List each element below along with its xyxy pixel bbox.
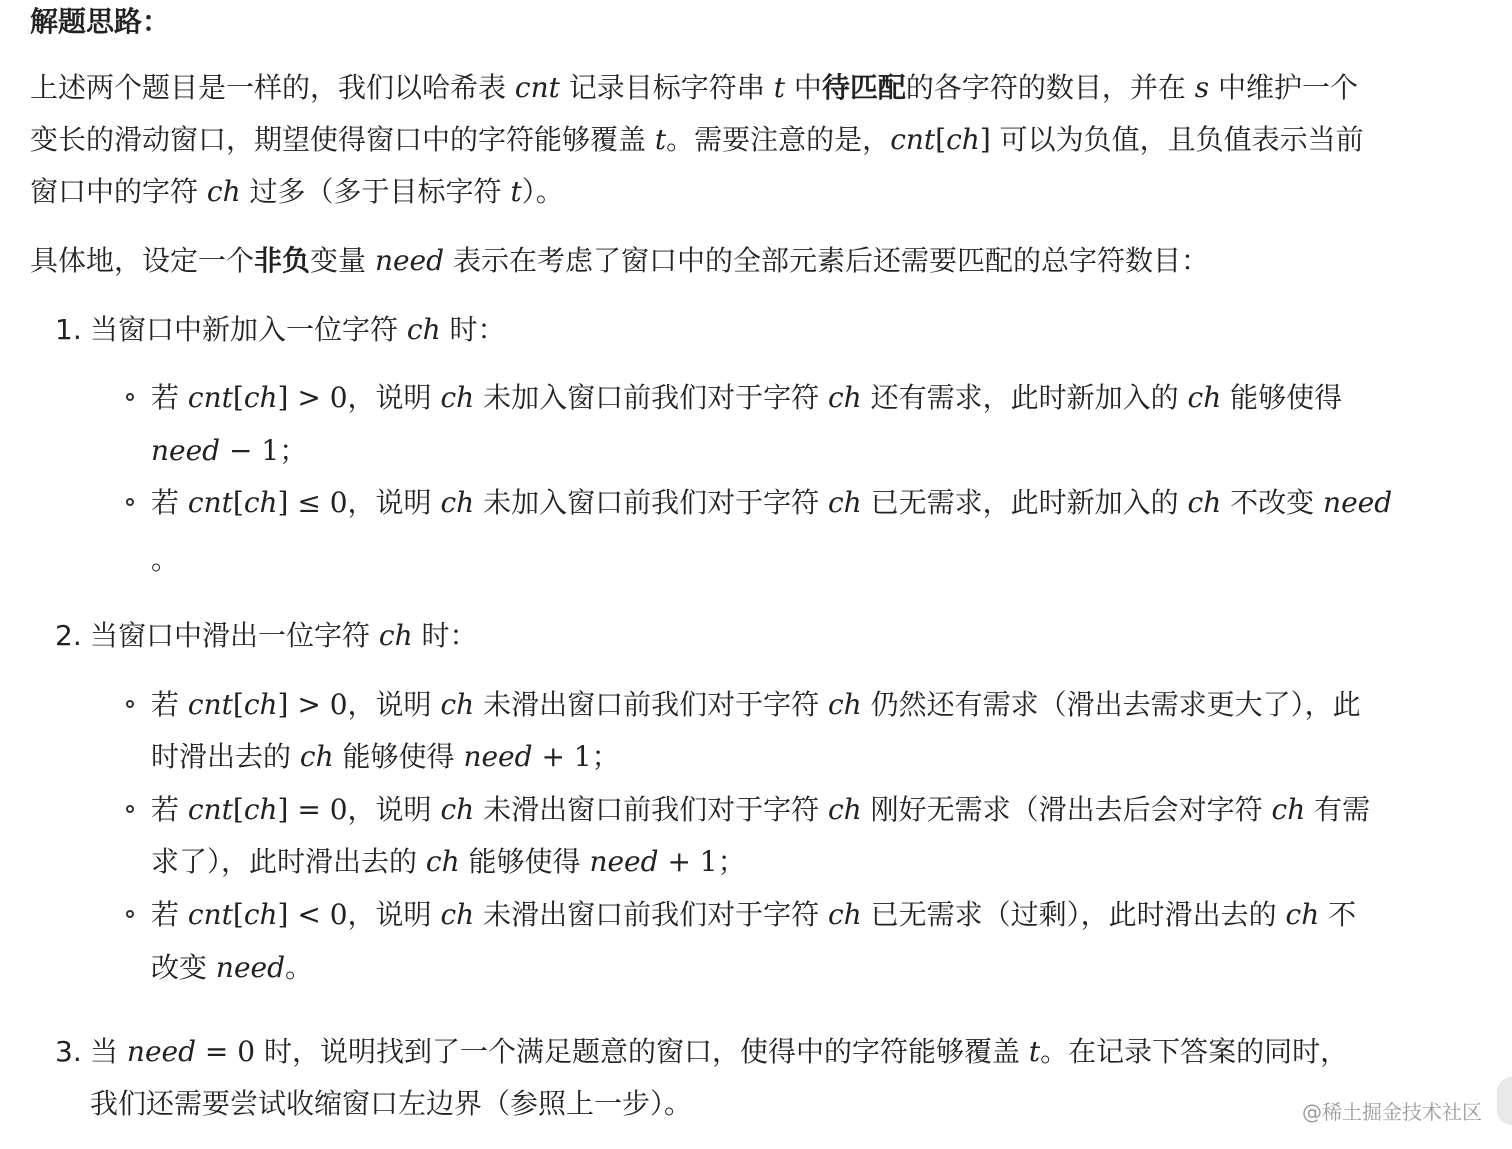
math-op: < 0 [288, 898, 348, 931]
math-ch: ch [827, 898, 862, 931]
math-need: need [126, 1035, 197, 1068]
text: 还有需求，此时新加入的 [861, 381, 1188, 414]
paragraph-1-line-1 [30, 68, 1358, 108]
list-item-1-heading [90, 310, 506, 350]
math-op: − 1 [220, 434, 280, 467]
text: 窗口中的字符 [30, 175, 207, 208]
watermark: @稀土掘金技术社区 [1302, 1100, 1482, 1124]
math-t: t [510, 175, 522, 208]
math-need: need [589, 845, 659, 878]
math-s: s [1194, 71, 1210, 104]
text: ，说明 [347, 381, 441, 414]
strong-text: 待匹配 [821, 71, 906, 104]
math-need: need [463, 740, 533, 773]
text: 中维护一个 [1209, 71, 1359, 104]
math-ch: ch [1187, 486, 1222, 519]
paragraph-1-line-2 [30, 120, 1364, 160]
text: 若 [151, 381, 188, 414]
list-number-2: 2. [55, 619, 82, 652]
sub-item-1-2-line-2 [151, 540, 179, 580]
math-t: t [654, 123, 667, 156]
sub-item-1-1-line-2 [151, 431, 307, 471]
text: 不改变 [1221, 486, 1324, 519]
math-cnt: cnt [890, 123, 936, 156]
math-ch: ch [827, 688, 862, 721]
math-ch: ch [243, 486, 278, 519]
math-ch: ch [827, 793, 862, 826]
text: 未加入窗口前我们对于字符 [474, 381, 828, 414]
math-need: need [374, 244, 445, 277]
text: 仍然还有需求（滑出去需求更大了），此 [861, 688, 1361, 721]
text: ； [717, 845, 746, 878]
sub-item-2-3-line-1 [151, 895, 1356, 935]
list-item-3-line-2 [90, 1084, 692, 1124]
math-ch: ch [243, 898, 278, 931]
list-number-1: 1. [55, 313, 82, 346]
text: 能够使得 [459, 845, 590, 878]
math-ch: ch [440, 898, 475, 931]
math-bracket: [ [232, 793, 244, 826]
sub-item-2-1-line-2 [151, 737, 620, 777]
text: 上述两个题目是一样的，我们以哈希表 [30, 71, 515, 104]
text: ）。 [521, 175, 564, 208]
bullet-icon [126, 393, 134, 401]
text: 已无需求，此时新加入的 [861, 486, 1188, 519]
math-op: = 0 [288, 793, 348, 826]
math-op: = 0 [196, 1035, 256, 1068]
sub-item-2-3-line-2 [151, 948, 313, 988]
text: 的各字符的数目，并在 [905, 71, 1195, 104]
paragraph-2 [30, 241, 1209, 281]
text: 刚好无需求（滑出去后会对字符 [861, 793, 1272, 826]
math-bracket: ] [277, 381, 289, 414]
math-ch: ch [243, 381, 278, 414]
text: ，说明 [347, 898, 441, 931]
text: 若 [151, 688, 188, 721]
text: 具体地，设定一个 [30, 244, 255, 277]
math-bracket: [ [935, 123, 947, 156]
text: 可以为负值，且负值表示当前 [990, 123, 1364, 156]
text: 时，说明找到了一个满足题意的窗口，使得中的字符能够覆盖 [255, 1035, 1029, 1068]
math-ch: ch [243, 688, 278, 721]
math-ch: ch [406, 313, 441, 346]
math-ch: ch [440, 793, 475, 826]
text: 未滑出窗口前我们对于字符 [474, 898, 828, 931]
sub-item-2-1-line-1 [151, 685, 1361, 725]
text: 求了），此时滑出去的 [151, 845, 426, 878]
math-ch: ch [378, 619, 413, 652]
math-bracket: ] [277, 486, 289, 519]
bullet-icon [126, 805, 134, 813]
math-ch: ch [1271, 793, 1306, 826]
math-cnt: cnt [187, 381, 233, 414]
text: 时： [412, 619, 478, 652]
math-ch: ch [243, 793, 278, 826]
math-bracket: [ [232, 688, 244, 721]
sub-item-1-2-line-1 [151, 483, 1392, 523]
math-bracket: [ [232, 898, 244, 931]
list-number-3: 3. [55, 1035, 82, 1068]
text: 中 [784, 71, 822, 104]
text: 记录目标字符串 [559, 71, 774, 104]
text: 时滑出去的 [151, 740, 300, 773]
math-ch: ch [827, 381, 862, 414]
sub-item-2-2-line-1 [151, 790, 1370, 830]
math-op: + 1 [658, 845, 718, 878]
math-cnt: cnt [187, 688, 233, 721]
math-bracket: ] [277, 793, 289, 826]
math-op: > 0 [288, 688, 348, 721]
text: 我们还需要尝试收缩窗口左边界（参照上一步）。 [90, 1087, 693, 1120]
math-ch: ch [206, 175, 241, 208]
math-bracket: ] [277, 898, 289, 931]
text: 已无需求（过剩），此时滑出去的 [861, 898, 1286, 931]
text: 。在记录下答案的同时， [1040, 1035, 1349, 1068]
bullet-icon [126, 910, 134, 918]
sub-item-2-2-line-2 [151, 842, 746, 882]
math-ch: ch [946, 123, 980, 156]
text: 当 [90, 1035, 127, 1068]
text: 能够使得 [333, 740, 464, 773]
math-op: ≤ 0 [288, 486, 348, 519]
text: 能够使得 [1221, 381, 1343, 414]
text: 改变 [151, 951, 216, 984]
math-cnt: cnt [514, 71, 560, 104]
math-op: > 0 [288, 381, 348, 414]
math-op: + 1 [532, 740, 592, 773]
strong-text: 非负 [254, 244, 311, 277]
bullet-icon [126, 700, 134, 708]
text: 若 [151, 793, 188, 826]
section-title: 解题思路： [30, 5, 171, 38]
list-item-3-line-1 [90, 1032, 1348, 1072]
text: 未滑出窗口前我们对于字符 [474, 688, 828, 721]
text: 未加入窗口前我们对于字符 [474, 486, 828, 519]
math-ch: ch [1187, 381, 1222, 414]
list-item-2-heading [90, 616, 478, 656]
text: ，说明 [347, 688, 441, 721]
text: 不 [1319, 898, 1357, 931]
math-bracket: ] [979, 123, 991, 156]
sub-item-1-1-line-1 [151, 378, 1342, 418]
math-t: t [773, 71, 785, 104]
math-ch: ch [299, 740, 334, 773]
scroll-handle[interactable] [1498, 1078, 1512, 1124]
math-ch: ch [827, 486, 862, 519]
text: ； [279, 434, 308, 467]
text: 变长的滑动窗口，期望使得窗口中的字符能够覆盖 [30, 123, 655, 156]
math-ch: ch [440, 486, 475, 519]
math-need: need [151, 434, 221, 467]
math-cnt: cnt [187, 486, 233, 519]
text: 时： [440, 313, 506, 346]
text: 变量 [310, 244, 375, 277]
text: 。 [151, 543, 180, 576]
math-need: need [1323, 486, 1393, 519]
text: 当窗口中滑出一位字符 [90, 619, 379, 652]
paragraph-1-line-3 [30, 172, 564, 212]
text: 有需 [1305, 793, 1371, 826]
math-cnt: cnt [187, 898, 233, 931]
math-ch: ch [425, 845, 460, 878]
text: 。需要注意的是， [666, 123, 891, 156]
math-bracket: [ [232, 381, 244, 414]
bullet-icon [126, 498, 134, 506]
math-bracket: ] [277, 688, 289, 721]
text: 表示在考虑了窗口中的全部元素后还需要匹配的总字符数目： [444, 244, 1209, 277]
text: 未滑出窗口前我们对于字符 [474, 793, 828, 826]
math-ch: ch [440, 381, 475, 414]
text: ，说明 [347, 486, 441, 519]
math-bracket: [ [232, 486, 244, 519]
math-cnt: cnt [187, 793, 233, 826]
math-t: t [1028, 1035, 1041, 1068]
text: 过多（多于目标字符 [240, 175, 511, 208]
text: 若 [151, 898, 188, 931]
text: ； [591, 740, 620, 773]
text: 。 [285, 951, 314, 984]
text: 当窗口中新加入一位字符 [90, 313, 407, 346]
math-ch: ch [440, 688, 475, 721]
math-ch: ch [1285, 898, 1320, 931]
text: ，说明 [347, 793, 441, 826]
text: 若 [151, 486, 188, 519]
math-need: need [215, 951, 286, 984]
